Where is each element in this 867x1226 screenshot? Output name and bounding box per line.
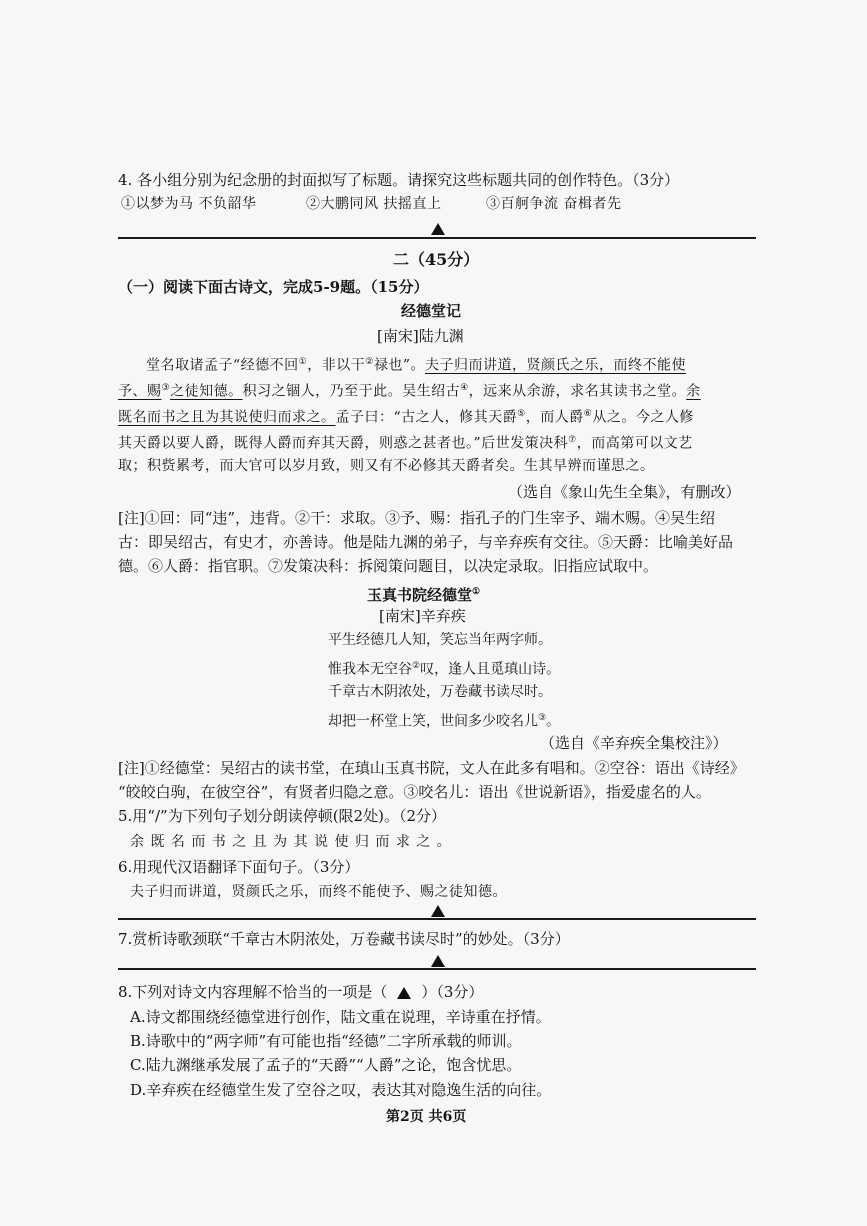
answer-triangle-icon [397,987,411,999]
section-heading: 二（45分） [393,250,480,269]
essay-note-3: 德。⑥人爵：指官职。⑦发策决科：拆阅策问题目，以决定录取。旧指应试取中。 [118,557,659,575]
q6-sentence: 夫子归而讲道，贤颜氏之乐，而终不能使予、赐之徒知德。 [130,884,507,900]
q8-option-a: A.诗文都围绕经德堂进行创作，陆文重在说理，辛诗重在抒情。 [130,1008,551,1026]
poem-author: [南宋]辛弃疾 [379,607,466,625]
essay-title: 经德堂记 [401,302,462,320]
essay-source: （选自《象山先生全集》，有删改） [508,483,741,501]
essay-line-1: 堂名取诸孟子“经德不回①，非以干②禄也”。夫子归而讲道，贤颜氏之乐，而终不能使 [146,357,686,374]
poem-source: （选自《辛弃疾全集校注》） [540,734,728,752]
essay-line-5: 取；积赀累考，而大官可以岁月致，则又有不必修其天爵者矣。生其早辨而谨思之。 [118,458,655,474]
answer-triangle-icon [431,905,445,917]
poem-title: 玉真书院经德堂① [367,586,481,604]
poem-line-2: 惟我本无空谷②叹，逢人且觅瑱山诗。 [328,661,561,678]
poem-note-1: [注]①经德堂：吴绍古的读书堂，在瑱山玉真书院，文人在此多有唱和。②空谷：语出《诗经》 [118,759,745,777]
q5-sentence: 余 既 名 而 书 之 且 为 其 说 使 归 而 求 之 。 [130,834,452,850]
essay-note-2: 古：即吴绍古，有史才，亦善诗。他是陆九渊的弟子，与辛弃疾有交往。⑤天爵：比喻美好品 [118,533,734,551]
section-part1: （一）阅读下面古诗文，完成5-9题。（15分） [118,278,429,296]
poem-line-3: 千章古木阴浓处，万卷藏书读尽时。 [328,684,552,700]
answer-triangle-icon [431,223,445,235]
q4-option-1: ①以梦为马 不负韶华 [121,196,257,212]
answer-line [118,968,756,970]
poem-note-2: “皎皎白驹，在彼空谷”，有贤者归隐之意。③咬名儿：语出《世说新语》，指爱虚名的人。 [118,783,711,801]
q8-option-d: D.辛弃疾在经德堂生发了空谷之叹，表达其对隐逸生活的向往。 [130,1081,552,1099]
q8-option-b: B.诗歌中的“两字师”有可能也指“经德”二字所承载的师训。 [130,1032,522,1050]
q4-question: 4. 各小组分别为纪念册的封面拟写了标题。请探究这些标题共同的创作特色。（3分） [118,171,680,189]
essay-line-2: 予、赐③之徒知德。积习之锢人，乃至于此。吴生绍古④，远来从余游，求名其读书之堂。余 [118,383,701,400]
essay-line-4: 其天爵以要人爵，既得人爵而弃其天爵，则惑之甚者也。”后世发策决科⑦，而高第可以文艺 [118,435,693,452]
q5-question: 5.用“/”为下列句子划分朗读停顿(限2处)。（2分） [118,807,446,825]
poem-line-4: 却把一杯堂上笑，世间多少咬名儿③。 [328,713,561,730]
essay-note-1: [注]①回：同“违”，违背。②干：求取。③予、赐：指孔子的门生宰予、端木赐。④吴生绍 [118,509,716,527]
essay-line-3: 既名而书之且为其说使归而求之。孟子曰：“古之人，修其天爵⑤，而人爵⑥从之。今之人修 [118,409,694,426]
q8-question: 8.下列对诗文内容理解不恰当的一项是（ ）（3分） [118,983,484,1001]
q8-option-c: C.陆九渊继承发展了孟子的“天爵”“人爵”之论，饱含忧思。 [130,1056,522,1074]
page-footer: 第2页 共6页 [386,1109,467,1125]
q4-option-2: ②大鹏同风 扶摇直上 [306,196,442,212]
answer-line [118,918,756,920]
q7-question: 7.赏析诗歌颈联“千章古木阴浓处，万卷藏书读尽时”的妙处。（3分） [118,930,570,948]
poem-line-1: 平生经德几人知，笑忘当年两字师。 [328,632,552,648]
essay-author: [南宋]陆九渊 [377,327,464,345]
q6-question: 6.用现代汉语翻译下面句子。（3分） [118,858,360,876]
q4-option-3: ③百舸争流 奋楫者先 [486,196,622,212]
answer-triangle-icon [431,955,445,967]
answer-line [118,237,756,239]
